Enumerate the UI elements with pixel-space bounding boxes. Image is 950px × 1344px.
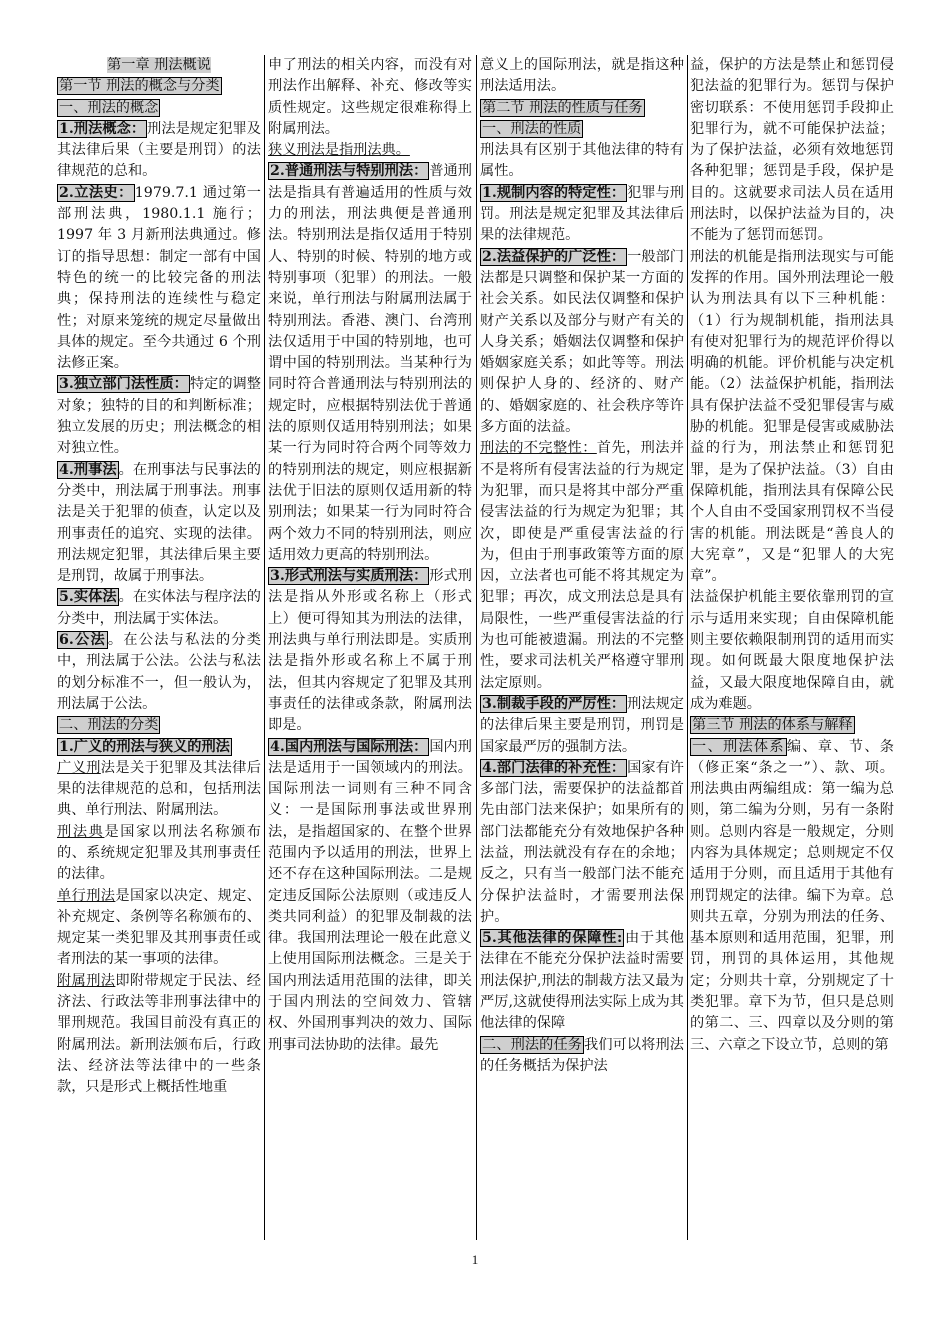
paragraph-text: 刑法是规定犯罪及其法律后果（主要是刑罚）的法律规范的总和。 xyxy=(57,120,261,180)
section-heading: 1.广义的刑法与狭义的刑法 xyxy=(59,738,230,755)
underlined-term: 单行刑法 xyxy=(57,887,116,904)
subsection-heading: 一、刑法体系 xyxy=(692,738,785,755)
paragraph-text: 意义上的国际刑法，就是指这种刑法适用法。 xyxy=(480,57,684,95)
paragraph xyxy=(690,587,894,715)
paragraph-text: 法益保护机能主要依靠刑罚的宣示与适用来实现；自由保障机能则主要依赖限制刑罚的适用而实现。如何既最大限度地保护法益，又最大限度地保障自由，就成为难题。 xyxy=(690,589,894,712)
paragraph xyxy=(480,758,684,928)
paragraph-text: 刑法具有区别于其他法律的特有属性。 xyxy=(480,142,684,180)
paragraph xyxy=(57,886,261,971)
paragraph xyxy=(57,55,261,76)
paragraph xyxy=(57,460,261,588)
underlined-term: 附属刑法 xyxy=(57,972,116,989)
paragraph-text: 国家有许多部门法，需要保护的法益都首先由部门法来保护；如果所有的部门法都能充分有效地保护各种法益，刑法就没有存在的余地；反之，只有当一般部门法不能充分保护法益时，才需要刑法保护。 xyxy=(480,759,684,925)
item-heading: 3.形式刑法与实质刑法： xyxy=(270,568,428,585)
paragraph-text: 我们可以将刑法的任务概括为保护法 xyxy=(480,1036,684,1074)
paragraph-text: 。在刑事法与民事法的分类中，刑法属于刑事法。刑事法是关于犯罪的侦查，认定以及刑事责任的追究、实现的法律。刑法规定犯罪，其法律后果主要是刑罚，故属于刑事法。 xyxy=(57,461,261,585)
item-heading: 3.制裁手段的严厉性： xyxy=(482,695,626,712)
item-heading: 4.国内刑法与国际刑法： xyxy=(270,738,428,755)
paragraph xyxy=(268,140,472,161)
paragraph-text: 犯罪与刑罚。刑法是规定犯罪及其法律后果的法律规范。 xyxy=(480,184,684,244)
paragraph xyxy=(480,55,684,98)
paragraph-text: 普通刑法是指具有普遍适用的性质与效力的刑法，刑法典便是普通刑法。特别刑法是指仅适用于特别人、特别的时候、特别的地方或特别事项（犯罪）的刑法。一般来说，单行刑法与附属刑法属于特别刑法。香港、澳门、台湾刑法仅适用于中国的特别地，也可谓中国的特别刑法。当某种行为同时符合普通刑法与特别刑法的规定时，应根据特别法优于普通法的原则仅适用特别刑法；如果某一行为同时符合两个同等效力的特别刑法的规定，则应根据新法优于旧法的原则仅适用新的特别刑法；如果某一行为同时符合两个效力不同的特别刑法，则应适用效力更高的特别刑法。 xyxy=(268,163,472,563)
paragraph xyxy=(480,247,684,439)
paragraph xyxy=(57,374,261,459)
paragraph xyxy=(480,140,684,183)
column-divider xyxy=(687,55,688,1240)
document-page xyxy=(55,55,895,1240)
paragraph-text: 申了刑法的相关内容，而没有对刑法作出解释、补充、修改等实质性规定。这些规定很难称得上附属刑法。 xyxy=(268,57,472,137)
paragraph-text: 刑法的机能是指刑法现实与可能发挥的作用。国外刑法理论一般认为刑法具有以下三种机能：（1）行为规制机能，指刑法具有使对犯罪行为的规范评价得以明确的机能。评价机能与决定机能。（2）法益保护机能，指刑法具有保护法益不受犯罪侵害与威胁的机能。犯罪是侵害或威胁法益的行为，刑法禁止和惩罚犯罪，是为了保护法益。（3）自由保障机能，指刑法具有保障公民个人自由不受国家刑罚权不当侵害的机能。刑法既是“善良人的大宪章”，又是“犯罪人的大宪章”。 xyxy=(690,248,894,585)
paragraph-text: 。在公法与私法的分类中，刑法属于公法。公法与私法的划分标准不一，但一般认为，刑法属于公法。 xyxy=(57,632,261,712)
subsection-heading: 二、刑法的任务 xyxy=(482,1036,583,1053)
paragraph-text: 形式刑法是指从外形或名称上（形式上）便可得知其为刑法的法律，刑法典与单行刑法即是。实质刑法是指外形或名称上不属于刑法，但其内容规定了犯罪及其刑事责任的法律或条款，附属刑法即是。 xyxy=(268,568,472,734)
paragraph xyxy=(57,76,261,97)
section-heading: 一、刑法的概念 xyxy=(59,99,159,116)
paragraph xyxy=(57,758,261,822)
paragraph-text: 即附带规定于民法、经济法、行政法等非刑事法律中的罪刑规范。我国目前没有真正的附属刑法。新刑法颁布后，行政法、经济法等法律中的一些条款，只是形式上概括性地重 xyxy=(57,972,261,1096)
paragraph xyxy=(57,737,261,758)
paragraph-text: 由于其他法律在不能充分保护法益时需要刑法保护,刑法的制裁方法又最为严厉,这就使得刑法实际上成为其他法律的保障 xyxy=(480,930,684,1032)
section-heading: 第一章 刑法概说 xyxy=(107,57,211,73)
paragraph xyxy=(480,98,684,119)
text-column-1 xyxy=(57,55,261,1240)
underlined-term: 狭义刑法是指刑法典。 xyxy=(268,142,410,159)
paragraph xyxy=(690,247,894,588)
paragraph xyxy=(480,1035,684,1078)
paragraph xyxy=(268,737,472,1056)
item-heading: 4.部门法律的补充性： xyxy=(482,759,626,776)
paragraph xyxy=(480,928,684,1034)
item-heading: 3.独立部门法性质： xyxy=(59,376,188,393)
column-divider xyxy=(264,55,265,1240)
paragraph-text: 首先，刑法并不是将所有侵害法益的行为规定为犯罪，而只是将其中部分严重侵害法益的行为规定为犯罪；其次，即使是严重侵害法益的行为，但由于刑事政策等方面的原因，立法者也可能不将其规定为犯罪；再次，成文刑法总是具有局限性，一些严重侵害法益的行为也可能被遗漏。刑法的不完整性，要求司法机关严格遵守罪刑法定原则。 xyxy=(480,440,684,691)
item-heading: 5.实体法 xyxy=(59,589,117,606)
text-column-2 xyxy=(268,55,472,1240)
section-heading: 第一节 刑法的概念与分类 xyxy=(59,78,220,95)
column-divider xyxy=(476,55,477,1240)
paragraph xyxy=(268,55,472,140)
page-number: 1 xyxy=(471,1252,479,1267)
section-heading: 二、刑法的分类 xyxy=(59,717,159,734)
underlined-term: 刑法典 xyxy=(57,823,105,840)
paragraph-text: 是国家以决定、规定、补充规定、条例等名称颁布的、规定某一类犯罪及其刑事责任或者刑法的某一事项的法律。 xyxy=(57,887,261,968)
paragraph xyxy=(480,183,684,247)
paragraph-text: 特定的调整对象；独特的目的和判断标准；独立发展的历史；刑法概念的相对独立性。 xyxy=(57,376,261,457)
paragraph-text: 1979.7.1 通过第一部刑法典，1980.1.1 施行；1997 年 3 月新刑法典通过。修订的指导思想：制定一部有中国特色的统一的比较完备的刑法典；保持刑法的连续性与稳定性；对原来笼统的规定尽量做出具体的规定。至今共通过 6 个刑法修正案。 xyxy=(57,184,261,372)
paragraph xyxy=(480,694,684,758)
paragraph xyxy=(57,971,261,1099)
paragraph-text: 国内刑法是适用于一国领域内的刑法。国际刑法一词则有三种不同含义：一是国际刑事法或世界刑法，是指超国家的、在整个世界范围内予以适用的刑法，世界上还不存在这种国际刑法。二是规定违反国际公法原则（或违反人类共同利益）的犯罪及制裁的法律。我国刑法理论一般在此意义上使用国际刑法概念。三是关于国内刑法适用范围的法律，即关于国内刑法的空间效力、管辖权、外国刑事判决的效力、国际刑事司法协助的法律。最先 xyxy=(268,738,472,1053)
paragraph-text: 法是关于犯罪及其法律后果的法律规范的总和，包括刑法典、单行刑法、附属刑法。 xyxy=(57,759,261,819)
underlined-term: 刑法的不完整性： xyxy=(480,440,597,457)
item-heading: 6.公法 xyxy=(59,632,106,649)
paragraph xyxy=(57,822,261,886)
paragraph-text: 编、章、节、条（修正案“条之一”）、款、项。刑法典由两编组成：第一编为总则，第二编为分则，另有一条附则。总则内容是一般规定，分则内容为具体规定；总则规定不仅适用于分则，而且适用于其他有刑罚规定的法律。编下为章。总则共五章，分别为刑法的任务、基本原则和适用范围，犯罪，刑罚，刑罚的具体运用，其他规定；分则共十章，分别规定了十类犯罪。章下为节，但只是总则的第二、三、四章以及分则的第三、六章之下设立节，总则的第 xyxy=(690,738,894,1053)
item-heading: 2.立法史： xyxy=(59,184,133,201)
text-column-3 xyxy=(480,55,684,1240)
paragraph xyxy=(57,183,261,375)
paragraph xyxy=(690,55,894,247)
paragraph-text: 是国家以刑法名称颁布的、系统规定犯罪及其刑事责任的法律。 xyxy=(57,823,261,883)
paragraph xyxy=(57,98,261,119)
paragraph xyxy=(57,587,261,630)
item-heading: 2.法益保护的广泛性： xyxy=(482,248,626,265)
item-heading: 1.规制内容的特定性： xyxy=(482,184,626,201)
underlined-term: 广义刑 xyxy=(57,759,101,776)
paragraph xyxy=(480,119,684,140)
section-heading: 第二节 刑法的性质与任务 xyxy=(482,99,643,116)
paragraph xyxy=(480,438,684,694)
section-heading: 第三节 刑法的体系与解释 xyxy=(692,717,853,734)
paragraph xyxy=(268,161,472,566)
item-heading: 5.其他法律的保障性: xyxy=(482,930,623,947)
paragraph-text: 刑法规定的法律后果主要是刑罚，刑罚是国家最严厉的强制方法。 xyxy=(480,695,684,755)
paragraph xyxy=(57,630,261,715)
paragraph-text: 益，保护的方法是禁止和惩罚侵犯法益的犯罪行为。惩罚与保护密切联系：不使用惩罚手段抑止犯罪行为，就不可能保护法益；为了保护法益，必须有效地惩罚各种犯罪；惩罚是手段，保护是目的。这就要求司法人员在适用刑法时，以保护法益为目的，决不能为了惩罚而惩罚。 xyxy=(690,57,894,244)
paragraph xyxy=(690,737,894,1056)
item-heading: 4.刑事法 xyxy=(59,461,117,478)
item-heading: 1.刑法概念： xyxy=(59,120,146,137)
paragraph xyxy=(57,119,261,183)
section-heading: 一、刑法的性质 xyxy=(482,120,582,137)
paragraph-text: 。在实体法与程序法的分类中，刑法属于实体法。 xyxy=(57,589,261,627)
text-column-4 xyxy=(690,55,894,1240)
paragraph xyxy=(57,715,261,736)
paragraph xyxy=(268,566,472,736)
item-heading: 2.普通刑法与特别刑法： xyxy=(270,163,428,180)
paragraph-text: 一般部门法都是只调整和保护某一方面的社会关系。如民法仅调整和保护财产关系以及部分与财产有关的人身关系；婚姻法仅调整和保护婚姻家庭关系；如此等等。刑法则保护人身的、经济的、财产的、婚姻家庭的、社会秩序等许多方面的法益。 xyxy=(480,248,684,436)
paragraph xyxy=(690,715,894,736)
